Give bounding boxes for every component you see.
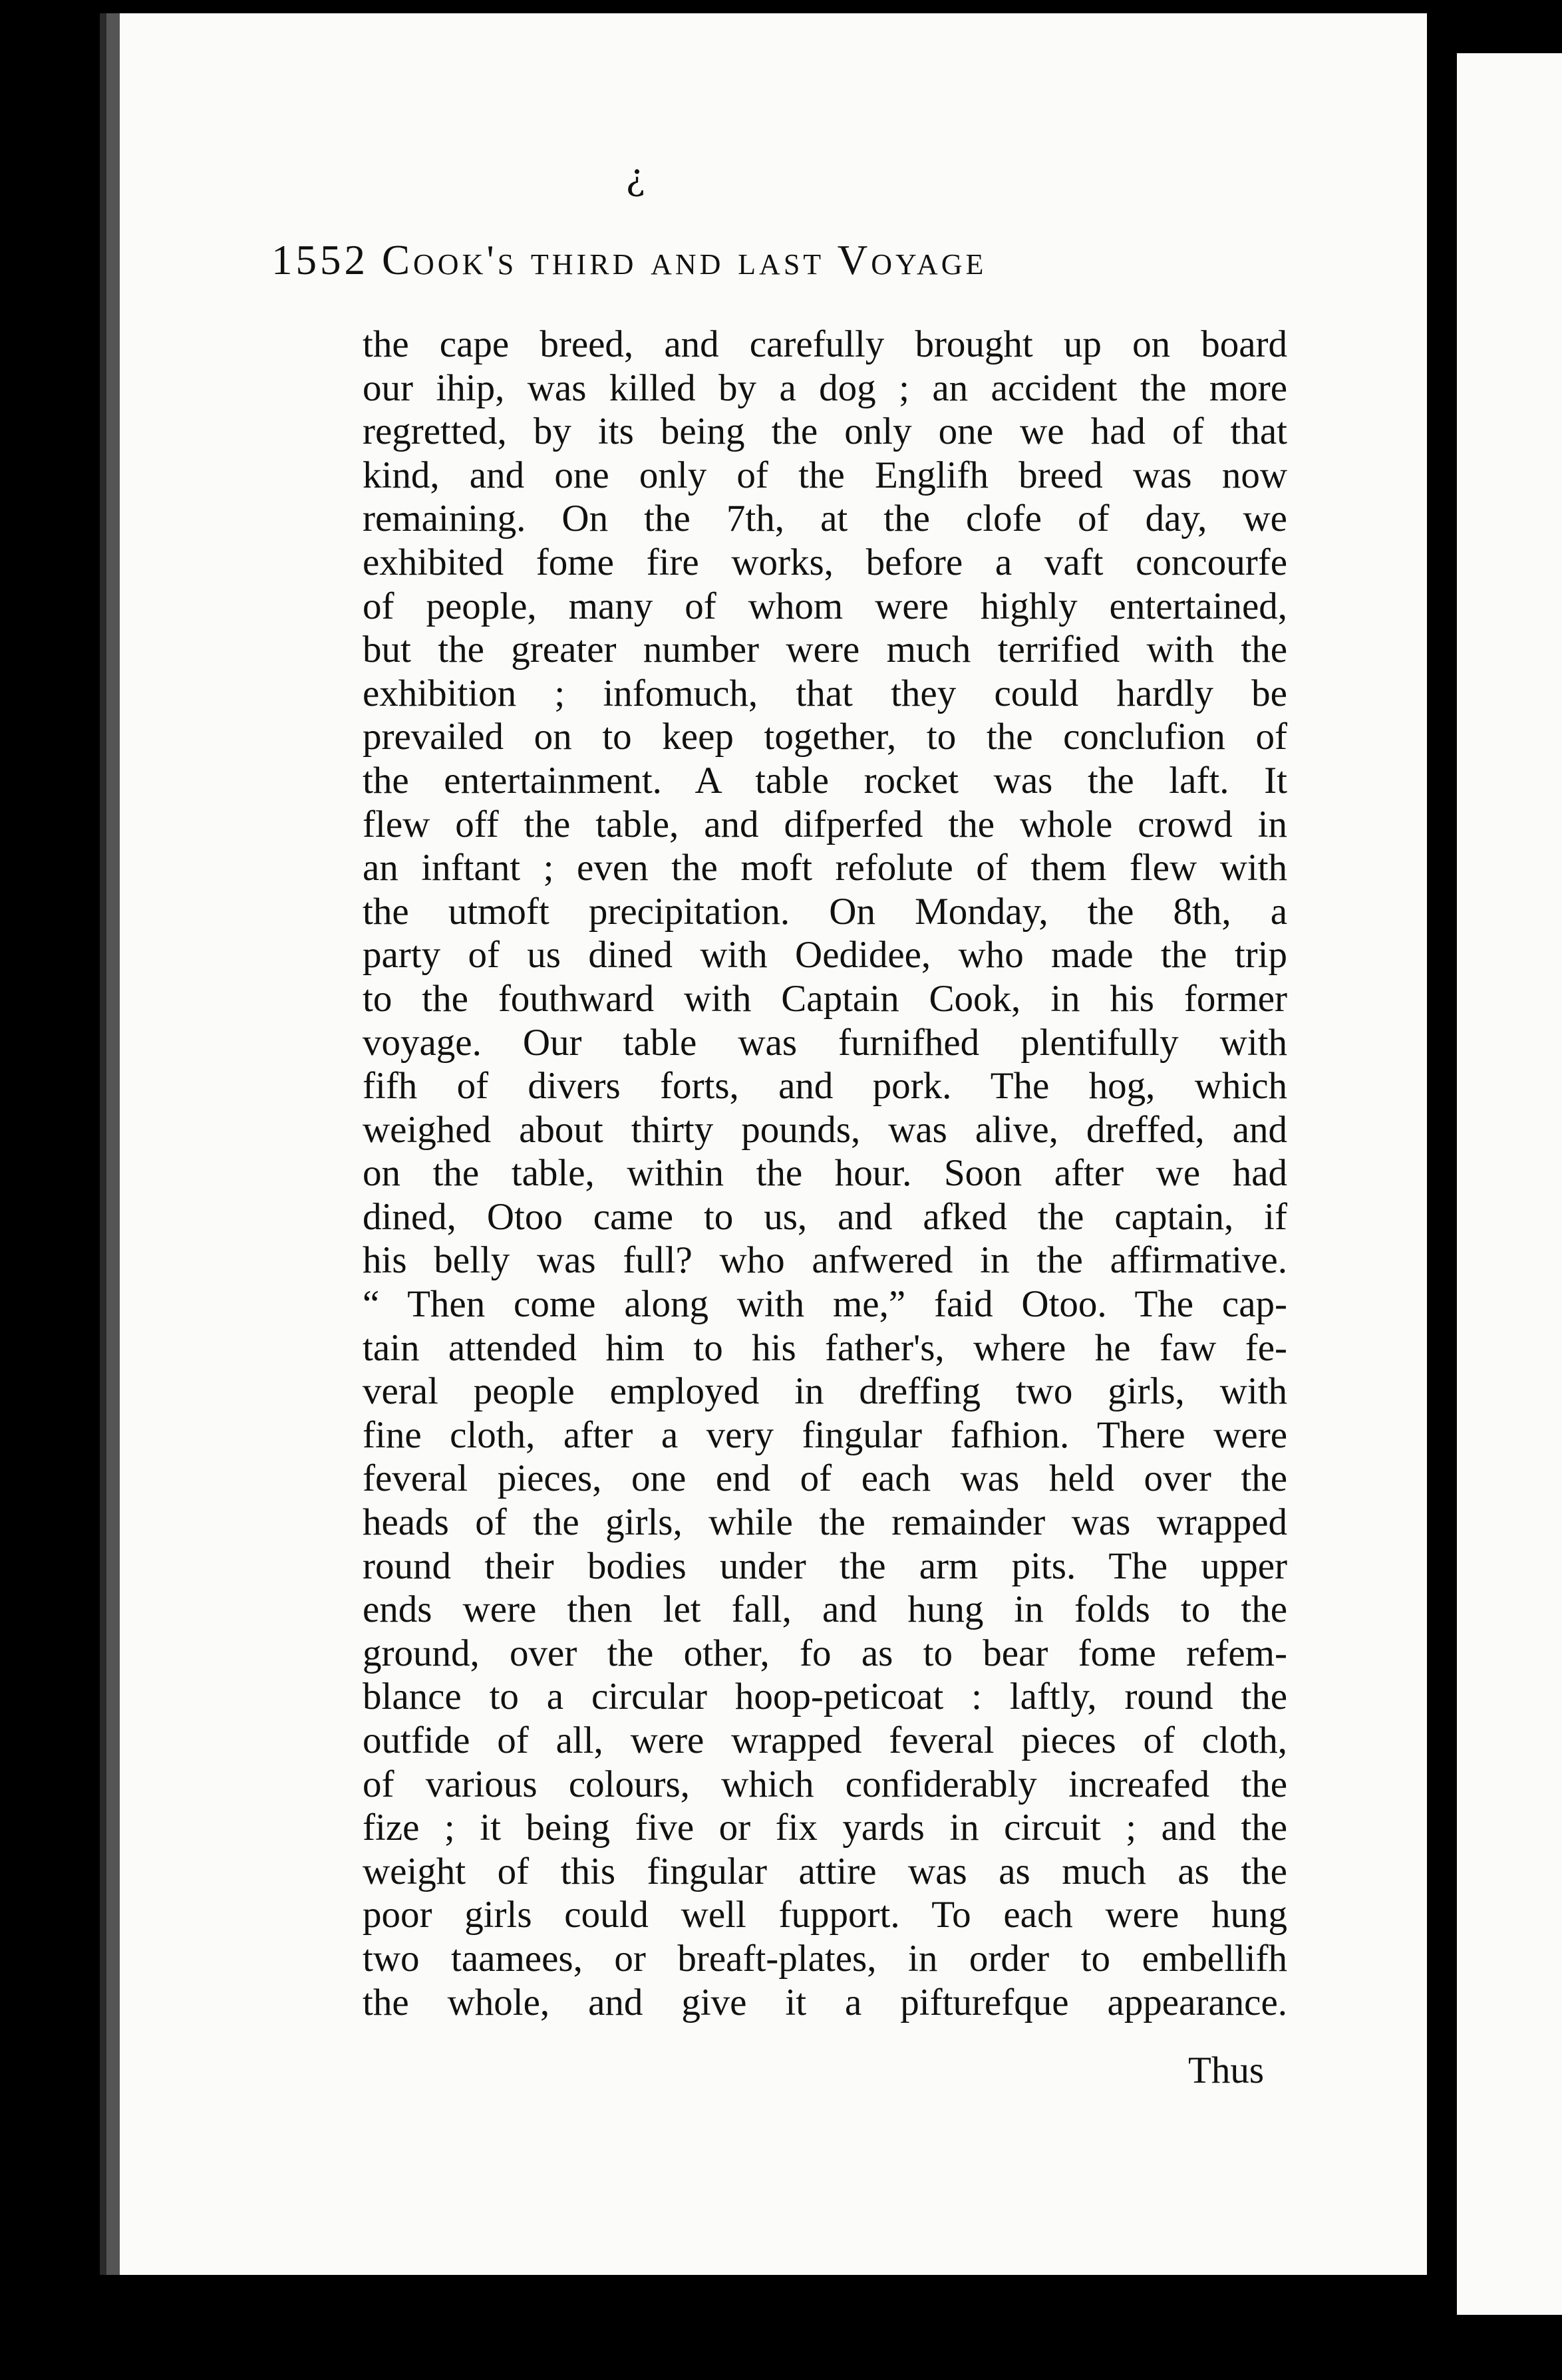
text-line: fifh of divers forts, and pork. The hog, which: [363, 1065, 1287, 1108]
text-line: remaining. On the 7th, at the clofe of day, we: [363, 498, 1287, 540]
text-line: his belly was full? who anfwered in the affirmative.: [363, 1239, 1287, 1282]
text-line: our ihip, was killed by a dog ; an accident the more: [363, 367, 1287, 409]
text-line: tain attended him to his father's, where he faw fe-: [363, 1326, 1287, 1369]
text-line: weight of this fingular attire was as much as the: [363, 1850, 1287, 1892]
text-line: weighed about thirty pounds, was alive, dreffed, and: [363, 1108, 1287, 1151]
facing-page-edge: [1457, 53, 1562, 2315]
catchword: Thus: [1188, 2049, 1264, 2091]
page-number: 1552: [271, 237, 369, 283]
text-line: two taamees, or breaft-plates, in order to embellifh: [363, 1937, 1287, 1980]
text-line: blance to a circular hoop-peticoat : laftly, round the: [363, 1676, 1287, 1718]
text-line: fize ; it being five or fix yards in circuit ; and the: [363, 1807, 1287, 1849]
body-text: [363, 323, 1287, 2024]
text-line: the whole, and give it a pifturefque appearance.: [363, 1981, 1287, 2023]
text-line: fine cloth, after a very fingular fafhion. There were: [363, 1413, 1287, 1456]
text-line: poor girls could well fupport. To each were hung: [363, 1894, 1287, 1936]
text-line: of people, many of whom were highly entertained,: [363, 585, 1287, 627]
text-line: kind, and one only of the Englifh breed was now: [363, 454, 1287, 496]
text-line: dined, Otoo came to us, and afked the captain, if: [363, 1195, 1287, 1238]
text-line: ground, over the other, fo as to bear fome refem-: [363, 1632, 1287, 1674]
text-line: prevailed on to keep together, to the conclufion of: [363, 716, 1287, 758]
text-line: round their bodies under the arm pits. The upper: [363, 1545, 1287, 1587]
text-line: party of us dined with Oedidee, who made the trip: [363, 934, 1287, 976]
text-line: the entertainment. A table rocket was the laft. It: [363, 759, 1287, 802]
running-head: [271, 236, 1249, 285]
running-title: Cook's third and last Voyage: [382, 237, 987, 283]
text-line: regretted, by its being the only one we had of that: [363, 410, 1287, 453]
text-line: of various colours, which confiderably increafed the: [363, 1763, 1287, 1805]
text-line: but the greater number were much terrified with the: [363, 629, 1287, 671]
text-line: to the fouthward with Captain Cook, in his former: [363, 977, 1287, 1020]
text-line: on the table, within the hour. Soon after we had: [363, 1152, 1287, 1195]
text-line: an inftant ; even the moft refolute of them flew with: [363, 847, 1287, 889]
text-line: the utmoft precipitation. On Monday, the 8th, a: [363, 890, 1287, 933]
text-line: the cape breed, and carefully brought up on board: [363, 323, 1287, 365]
text-line: feveral pieces, one end of each was held over the: [363, 1457, 1287, 1500]
page-gutter: [106, 13, 120, 2275]
text-line: exhibited fome fire works, before a vaft concourfe: [363, 541, 1287, 583]
text-line: ends were then let fall, and hung in folds to the: [363, 1588, 1287, 1631]
text-line: flew off the table, and difperfed the whole crowd in: [363, 803, 1287, 845]
printer-mark: ¿: [625, 156, 645, 198]
text-line: heads of the girls, while the remainder was wrapped: [363, 1501, 1287, 1544]
text-line: voyage. Our table was furnifhed plentifully with: [363, 1021, 1287, 1064]
text-line: outfide of all, were wrapped feveral pieces of cloth,: [363, 1719, 1287, 1761]
text-line: veral people employed in dreffing two girls, with: [363, 1370, 1287, 1413]
text-line: “ Then come along with me,” faid Otoo. The cap-: [363, 1283, 1287, 1326]
text-line: exhibition ; infomuch, that they could hardly be: [363, 672, 1287, 714]
